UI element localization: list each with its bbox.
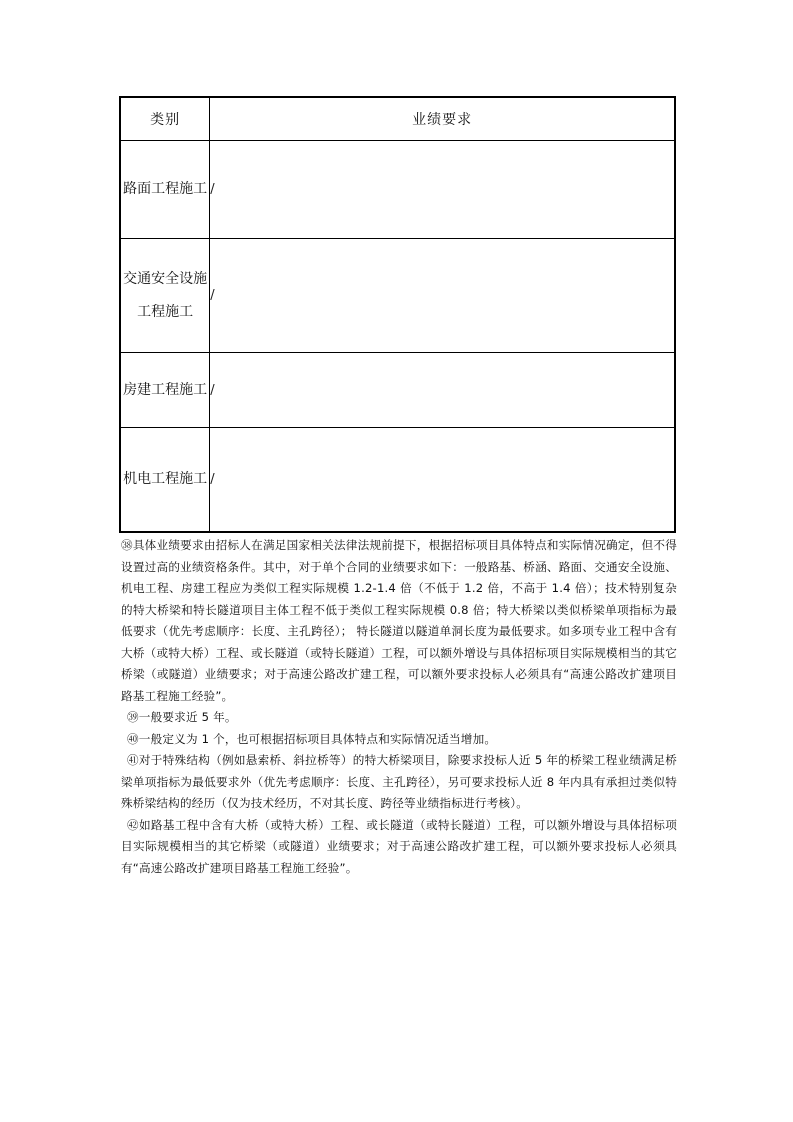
- row-requirement: /: [210, 239, 675, 353]
- footnotes: [121, 535, 677, 879]
- header-category: 类别: [120, 97, 210, 141]
- row-requirement: /: [210, 141, 675, 239]
- table-row: [120, 141, 675, 239]
- footnote-39: ㊴一般要求近 5 年。: [127, 710, 237, 724]
- row-requirement: /: [210, 428, 675, 533]
- header-requirement: 业绩要求: [210, 97, 675, 141]
- row-category: 机电工程施工: [120, 428, 210, 533]
- footnote-41: ㊶对于特殊结构（例如悬索桥、斜拉桥等）的特大桥梁项目，除要求投标人近 5 年的桥梁工程业绩满足桥梁单项指标为最低要求外（优先考虑顺序：长度、主孔跨径），另可要求投标人近 8 年内具有承担过类似特殊桥梁结构的经历（仅为技术经历，不对其长度、跨径等业绩指标进行考核）。: [121, 753, 677, 810]
- row-category: 房建工程施工: [120, 353, 210, 428]
- row-requirement: /: [210, 353, 675, 428]
- performance-requirements-table: [119, 96, 676, 533]
- row-category: 交通安全设施工程施工: [120, 239, 210, 353]
- table-row: [120, 353, 675, 428]
- footnote-42: ㊷如路基工程中含有大桥（或特大桥）工程、或长隧道（或特长隧道）工程，可以额外增设与具体招标项目实际规模相当的其它桥梁（或隧道）业绩要求；对于高速公路改扩建工程，可以额外要求投标人必须具有“高速公路改扩建项目路基工程施工经验”。: [121, 817, 677, 875]
- footnote-40: ㊵一般定义为 1 个，也可根据招标项目具体特点和实际情况适当增加。: [127, 731, 497, 746]
- table-row: [120, 428, 675, 533]
- row-category: 路面工程施工: [120, 141, 210, 239]
- footnote-38: ㊳具体业绩要求由招标人在满足国家相关法律法规前提下，根据招标项目具体特点和实际情况确定，但不得设置过高的业绩资格条件。其中，对于单个合同的业绩要求如下：一般路基、桥涵、路面、交通安全设施、机电工程、房建工程应为类似工程实际规模 1.2-1.4 倍（不低于 1.2 倍，不高于 1.4 倍）；技术特别复杂的特大桥梁和特长隧道项目主体工程不低于类似工程实际规模 0.8 倍；特大桥梁以类似桥梁单项指标为最低要求（优先考虑顺序：长度、主孔跨径）； 特长隧道以隧道单洞长度为最低要求。如多项专业工程中含有大桥（或特大桥）工程、或长隧道（或特长隧道）工程，可以额外增设与具体招标项目实际规模相当的其它桥梁（或隧道）业绩要求；对于高速公路改扩建工程，可以额外要求投标人必须具有“高速公路改扩建项目路基工程施工经验”。: [121, 538, 677, 703]
- table-header-row: [120, 97, 675, 141]
- table-row: [120, 239, 675, 353]
